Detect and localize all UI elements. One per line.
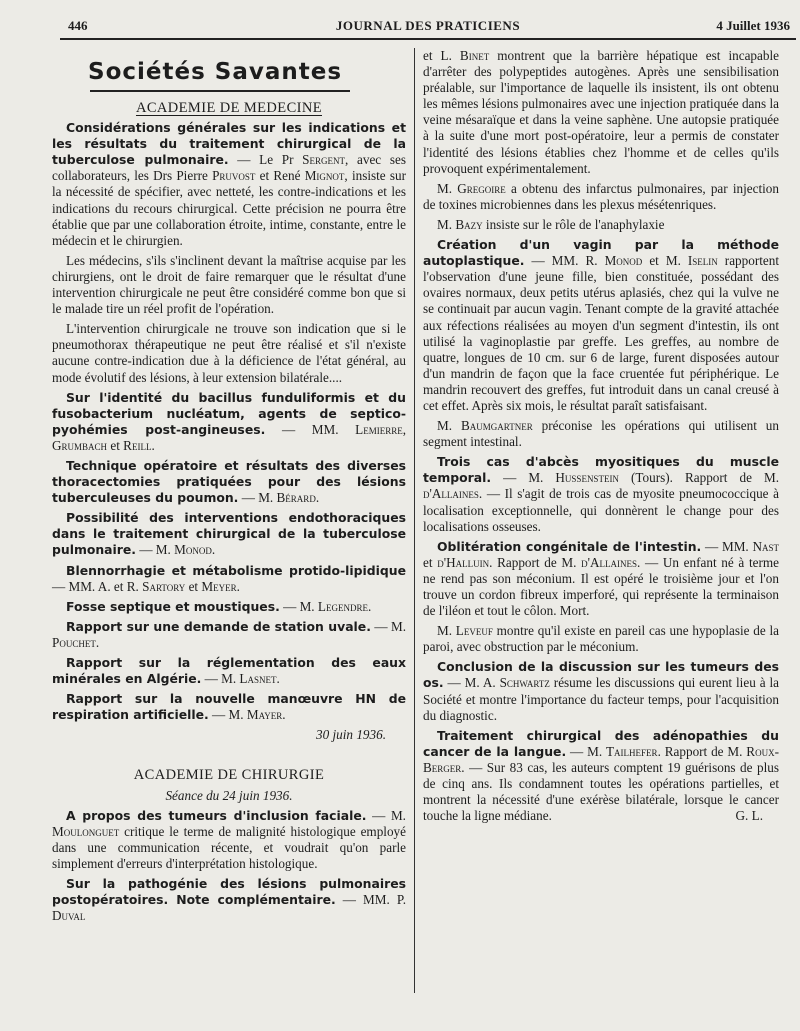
author-name: Tailhefer <box>606 743 658 759</box>
author-name: Reill <box>123 437 152 453</box>
article-paragraph: A propos des tumeurs d'inclusion faciale. — M. Moulonguet critique le terme de malignité histologique employé dans une communication récente, et voudrait qu'on parle simplement d'erreurs d'interprétation histologique. <box>52 807 406 871</box>
article-paragraph: Rapport sur la nouvelle manœuvre HN de respiration artificielle. — M. Mayer. <box>52 691 406 723</box>
body-paragraph: M. Bazy insiste sur le rôle de l'anaphylaxie <box>437 216 665 232</box>
author-name: Lasnet <box>239 671 277 687</box>
author-name: Bazy <box>455 216 483 232</box>
body-paragraph: et L. Binet montrent que la barrière hépatique est incapable d'arrêter des polypeptides autogènes. Après une sensibilisation préalable, sur l'importance de laquelle ils insistent, ils ont obtenu les mêmes lésions pulmonaires avec une injection pratiquée dans la veine mésaraïque et dans la veine saphène. Une autopsie pratiquée à la suite d'une mort post-opératoire, leur a permis de constater l'identité des lésions établies chez l'homme et de celles qu'ils provoquent expérimentalement. <box>423 48 779 176</box>
author-name: Sartory <box>142 578 186 594</box>
article-title: Considérations générales sur les indications et les résultats du traitement chirurgical de la tuberculose pulmonaire. <box>52 120 406 168</box>
running-header <box>62 14 794 38</box>
article-title: Technique opératoire et résultats des diverses thoracectomies pratiquées pour des lésions tuberculeuses du poumon. <box>52 457 406 506</box>
author-name: Sergent <box>302 152 346 168</box>
article-paragraph: Traitement chirurgical des adénopathies du cancer de la langue. — M. Tailhefer. Rapport de M. Roux-Berger. — Sur 83 cas, les auteurs comptent 19 guérisons de plus de cinq ans. Ils condamnent toutes les opérations partielles, et montrent la nécessité d'une exérèse bilatérale, lorsque le cancer touche la ligne médiane. <box>423 727 779 824</box>
section-heading-chirurgie: ACADEMIE DE CHIRURGIE <box>133 767 325 784</box>
author-name: Legendre <box>317 598 368 614</box>
section-heading-medecine: ACADEMIE DE MEDECINE <box>135 100 322 116</box>
body-paragraph: M. Baumgartner préconise les opérations qui utilisent un segment intestinal. <box>423 418 779 450</box>
author-name: Moulonguet <box>52 823 120 839</box>
article-title: Création d'un vagin par la méthode autoplastique. <box>423 237 779 269</box>
article-paragraph: Considérations générales sur les indications et les résultats du traitement chirurgical de la tuberculose pulmonaire. — Le Pr Sergent, avec ses collaborateurs, les Drs Pierre Pruvost et René Mignot, insiste sur la nécessité de spécifier, avec netteté, les contre-indications et les indications du recours chirurgical. Cette précision ne pourra être établie que par une collaboration étroite, intime, constante, entre le médecin et le chirurgien. <box>52 120 406 248</box>
author-name: d'Allaines <box>423 486 479 502</box>
author-name: Baumgartner <box>460 418 533 434</box>
right-column <box>423 48 779 824</box>
author-name: Hussenstein <box>555 470 619 486</box>
signature: G. L. <box>735 808 763 824</box>
article-title: Sur l'identité du bacillus funduliformis et du fusobacterium nucléatum, agents de septico-pyohémies post-angineuses. <box>52 389 406 437</box>
article-paragraph: Possibilité des interventions endothoraciques dans le traitement chirurgical de la tuberculose pulmonaire. — M. Monod. <box>52 510 406 558</box>
body-paragraph: M. Leveuf montre qu'il existe en pareil cas une hypoplasie de la paroi, avec obstruction par le méconium. <box>423 623 779 655</box>
author-name: Gregoire <box>457 180 506 196</box>
article-paragraph: Sur l'identité du bacillus funduliformis et du fusobacterium nucléatum, agents de septico-pyohémies post-angineuses. — MM. Lemierre, Grumbach et Reill. <box>52 389 407 453</box>
session-date: 30 juin 1936. <box>316 727 386 743</box>
article-title: Sur la pathogénie des lésions pulmonaires postopératoires. Note complémentaire. <box>52 876 406 908</box>
body-paragraph: M. Gregoire a obtenu des infarctus pulmonaires, par injection de toxines microbiennes dans les plexus mésétenriques. <box>423 180 779 212</box>
article-paragraph: Fosse septique et moustiques. — M. Legendre. <box>66 598 372 614</box>
article-paragraph: Sur la pathogénie des lésions pulmonaires postopératoires. Note complémentaire. — MM. P. Duval <box>52 876 407 924</box>
author-name: Pouchet <box>52 634 96 650</box>
author-name: d'Allaines <box>581 554 637 570</box>
author-name: Nast <box>752 538 779 554</box>
article-paragraph: Rapport sur la réglementation des eaux minérales en Algérie. — M. Lasnet. <box>52 655 406 687</box>
author-name: Bérard <box>276 490 316 506</box>
article-title: Traitement chirurgical des adénopathies du cancer de la langue. <box>423 727 779 759</box>
author-name: d'Halluin <box>437 554 490 570</box>
page-title: Sociétés Savantes <box>88 59 343 85</box>
column-rule <box>414 48 415 993</box>
article-title: Blennorrhagie et métabolisme protido-lipidique <box>66 562 406 578</box>
session-subheading: Séance du 24 juin 1936. <box>165 787 293 803</box>
article-title: Conclusion de la discussion sur les tumeurs des os. <box>423 659 779 691</box>
article-title: A propos des tumeurs d'inclusion faciale. <box>66 807 367 823</box>
body-paragraph: L'intervention chirurgicale ne trouve son indication que si le pneumothorax thérapeutique ne peut être réalisé et s'il n'existe aucune contre-indication due à la déficience de l'état général, au mode évolutif des lésions, à leur extension bilatérale.... <box>52 321 406 385</box>
title-rule <box>90 90 350 92</box>
article-paragraph: Trois cas d'abcès myositiques du muscle temporal. — M. Hussenstein (Tours). Rapport de M. d'Allaines. — Il s'agit de trois cas de myosite pneumococcique à localisation exceptionnelle, qui donnèrent le change pour des localisations osseuses. <box>423 454 779 534</box>
author-name: Roux-Berger <box>423 743 779 775</box>
article-title: Rapport sur la nouvelle manœuvre HN de respiration artificielle. <box>52 691 406 723</box>
body-paragraph: Les médecins, s'ils s'inclinent devant la maîtrise acquise par les chirurgiens, ont le droit de faire remarquer que le résultat d'une intervention chirurgicale ne peut être considéré comme bon que si le malade tire un réel profit de l'opération. <box>52 252 406 317</box>
article-paragraph: Blennorrhagie et métabolisme protido-lipidique — MM. A. et R. Sartory et Meyer. <box>52 562 406 594</box>
author-name: Mignot <box>304 168 345 184</box>
author-name: Pruvost <box>212 168 256 184</box>
author-name: Lemierre, Grumbach <box>52 421 407 453</box>
author-name: Binet <box>459 48 490 63</box>
article-paragraph: Technique opératoire et résultats des diverses thoracectomies pratiquées pour des lésions tuberculeuses du poumon. — M. Bérard. <box>52 457 406 506</box>
page-number: 446 <box>68 18 88 33</box>
author-name: Schwartz <box>499 675 550 691</box>
article-title: Possibilité des interventions endothoraciques dans le traitement chirurgical de la tuberculose pulmonaire. <box>52 510 406 558</box>
journal-title: JOURNAL DES PRATICIENS <box>335 18 521 33</box>
left-column <box>52 48 406 928</box>
author-name: Leveuf <box>455 623 493 639</box>
author-name: Meyer <box>201 578 237 594</box>
article-title: Rapport sur une demande de station uvale. <box>66 618 371 634</box>
article-title: Oblitération congénitale de l'intestin. <box>437 538 702 554</box>
article-title: Trois cas d'abcès myositiques du muscle temporal. <box>423 454 779 486</box>
issue-date: 4 Juillet 1936 <box>716 18 790 33</box>
author-name: Monod <box>174 542 212 558</box>
section-spacer <box>52 743 406 763</box>
article-paragraph: Création d'un vagin par la méthode autoplastique. — MM. R. Monod et M. Iselin rapportent l'observation d'une jeune fille, bien constituée, possédant des ovaires normaux, deux petits utérus aplasiés, chez qui la vulve ne se continuait par aucun vagin. Tenant compte de la gravité attachée aux réfections réalisées au moyen d'un segment d'intestin, ils ont utilisé la vaginoplastie par greffe. Les greffes, au nombre de quatre, longues de 10 cm. sur 6 de large, furent disposées autour d'un mandrin de façon que la face cruentée fut périphérique. Le mandrin recouvert des greffes, fut introduit dans un canal creusé à cet effet. Après six mois, le résultat paraît satisfaisant. <box>423 237 779 413</box>
article-title: Fosse septique et moustiques. <box>66 598 280 614</box>
article-paragraph: Oblitération congénitale de l'intestin. — MM. Nast et d'Halluin. Rapport de M. d'Allaines. — Un enfant né à terme ne rend pas son méconium. Il est opéré le troisième jour et l'on trouve un cordon fibreux imperforé, qui représente la terminaison de l'iléon et tout le côlon. Mort. <box>423 538 779 619</box>
article-paragraph: Rapport sur une demande de station uvale. — M. Pouchet. <box>52 618 406 650</box>
article-paragraph: Conclusion de la discussion sur les tumeurs des os. — M. A. Schwartz résume les discussions qui eurent lieu à la Société et montre l'importance du facteur temps, pour l'acquisition du diagnostic. <box>423 659 779 723</box>
author-name: Monod <box>604 253 643 269</box>
author-name: Iselin <box>687 253 718 269</box>
header-rule <box>60 38 796 40</box>
article-title: Rapport sur la réglementation des eaux minérales en Algérie. <box>52 655 406 687</box>
author-name: Mayer <box>246 707 283 723</box>
author-name: Duval <box>52 908 86 924</box>
